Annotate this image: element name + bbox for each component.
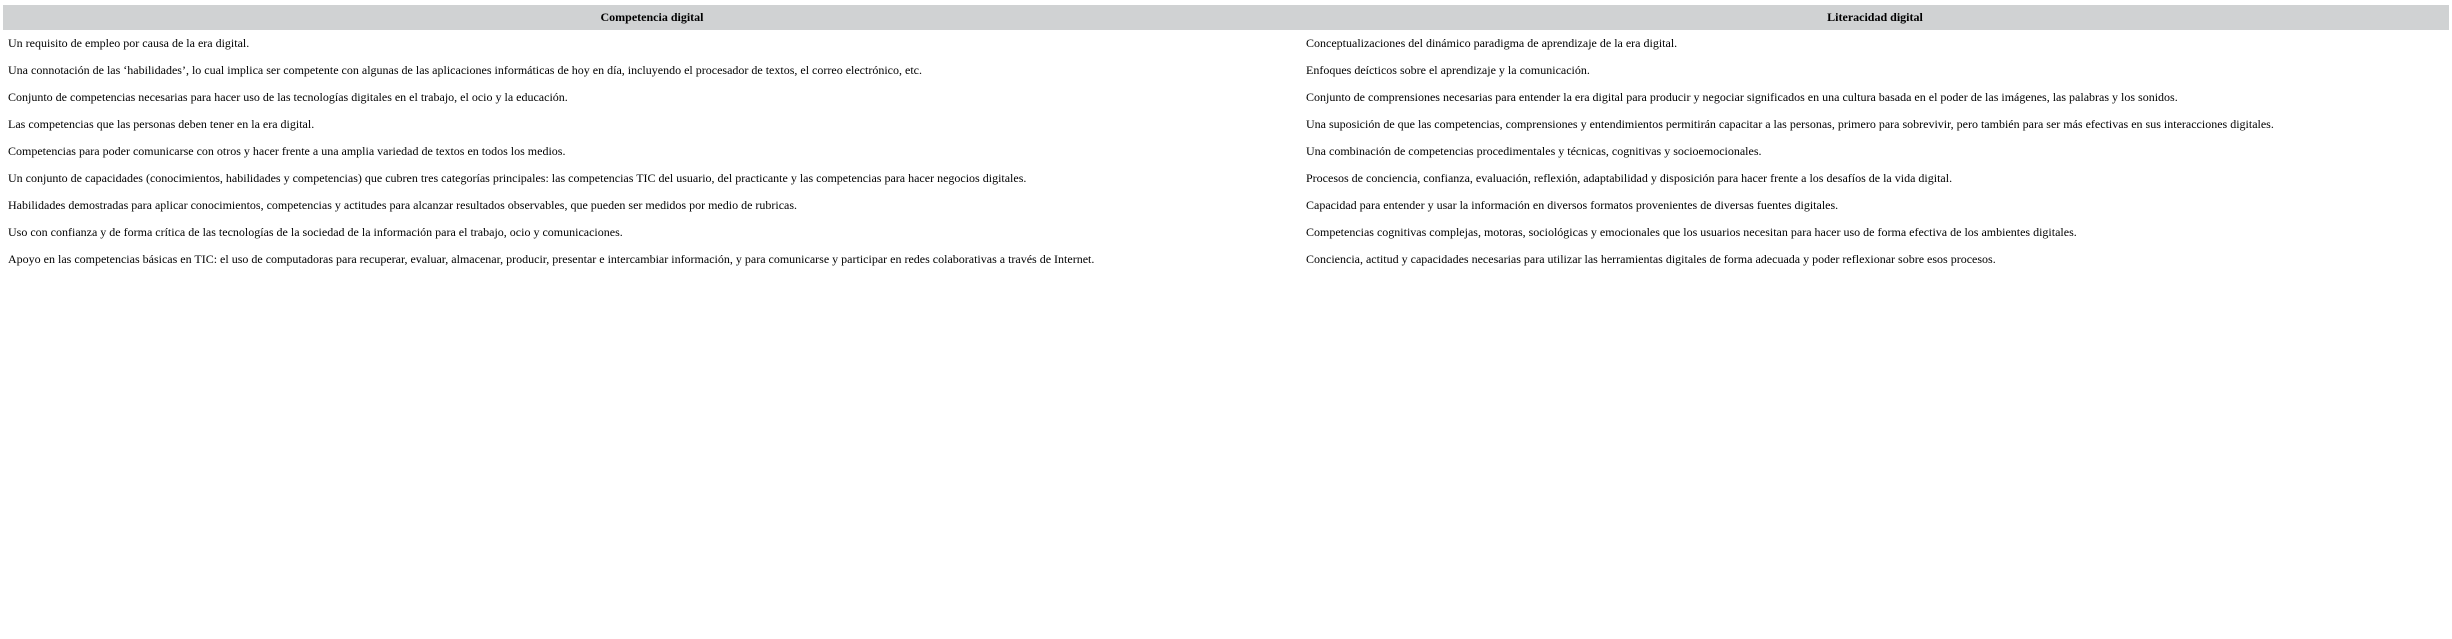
table-row: [3, 57, 2449, 84]
table-row: [3, 192, 2449, 219]
competencia-cell: Las competencias que las personas deben tener en la era digital.: [8, 117, 315, 131]
competencia-cell: Una connotación de las ‘habilidades’, lo cual implica ser competente con algunas de las aplicaciones informáticas de hoy en día, incluyendo el procesador de textos, el correo electrónico, etc.: [8, 63, 922, 77]
literacidad-cell: Una combinación de competencias procedimentales y técnicas, cognitivas y socioemocionales.: [1306, 144, 1762, 158]
table-row: [3, 30, 2449, 57]
competencia-cell: Conjunto de competencias necesarias para hacer uso de las tecnologías digitales en el trabajo, el ocio y la educación.: [8, 90, 568, 104]
header-literacidad-digital: Literacidad digital: [1301, 5, 2449, 30]
competencia-cell: Un conjunto de capacidades (conocimientos, habilidades y competencias) que cubren tres categorías principales: las competencias TIC del usuario, del practicante y las competencias para hacer negocios digitales.: [8, 171, 1027, 185]
header-row: [3, 5, 2449, 30]
literacidad-cell: Conciencia, actitud y capacidades necesarias para utilizar las herramientas digitales de forma adecuada y poder reflexionar sobre esos procesos.: [1306, 252, 1996, 266]
competencia-cell: Uso con confianza y de forma crítica de las tecnologías de la sociedad de la información para el trabajo, ocio y comunicaciones.: [8, 225, 623, 239]
comparison-table: [3, 5, 2449, 273]
literacidad-cell: Enfoques deícticos sobre el aprendizaje y la comunicación.: [1306, 63, 1590, 77]
table-header: [3, 5, 2449, 30]
competencia-cell: Un requisito de empleo por causa de la era digital.: [8, 36, 250, 50]
table-body: [3, 30, 2449, 273]
literacidad-cell: Procesos de conciencia, confianza, evaluación, reflexión, adaptabilidad y disposición para hacer frente a los desafíos de la vida digital.: [1306, 171, 1953, 185]
competencia-cell: Habilidades demostradas para aplicar conocimientos, competencias y actitudes para alcanzar resultados observables, que pueden ser medidos por medio de rubricas.: [8, 198, 798, 212]
literacidad-cell: Una suposición de que las competencias, comprensiones y entendimientos permitirán capacitar a las personas, primero para sobrevivir, pero también para ser más efectivas en sus interacciones digitales.: [1306, 117, 2274, 131]
header-competencia-digital: Competencia digital: [3, 5, 1301, 30]
literacidad-cell: Conjunto de comprensiones necesarias para entender la era digital para producir y negociar significados en una cultura basada en el poder de las imágenes, las palabras y los sonidos.: [1306, 90, 2178, 104]
competencia-cell: Apoyo en las competencias básicas en TIC: el uso de computadoras para recuperar, evaluar, almacenar, producir, presentar e intercambiar información, y para comunicarse y participar en redes colaborativas a través de Internet.: [8, 252, 1095, 266]
table-row: [3, 165, 2449, 192]
literacidad-cell: Conceptualizaciones del dinámico paradigma de aprendizaje de la era digital.: [1306, 36, 1678, 50]
table-row: [3, 246, 2449, 273]
table-row: [3, 219, 2449, 246]
literacidad-cell: Capacidad para entender y usar la información en diversos formatos provenientes de diversas fuentes digitales.: [1306, 198, 1839, 212]
comparison-table-container: [3, 5, 2449, 273]
literacidad-cell: Competencias cognitivas complejas, motoras, sociológicas y emocionales que los usuarios necesitan para hacer uso de forma efectiva de los ambientes digitales.: [1306, 225, 2077, 239]
table-row: [3, 138, 2449, 165]
competencia-cell: Competencias para poder comunicarse con otros y hacer frente a una amplia variedad de textos en todos los medios.: [8, 144, 566, 158]
table-row: [3, 84, 2449, 111]
table-row: [3, 111, 2449, 138]
